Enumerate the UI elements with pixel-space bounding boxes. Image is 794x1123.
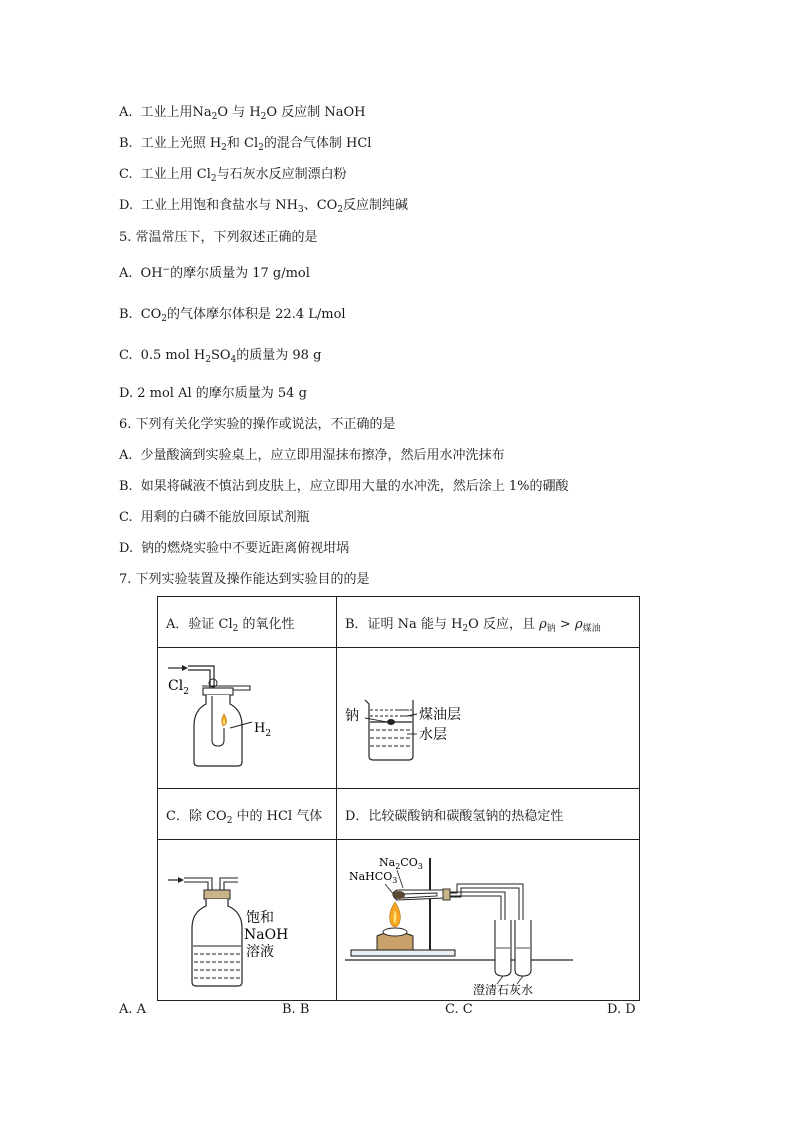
q6-option-d: D. 钠的燃烧实验中不要近距离俯视坩埚 [119,541,350,556]
gas-bottle [194,695,242,766]
q4-option-b: B. 工业上光照 $H_2$和 $Cl_2$的混合气体制 HCl [119,136,372,153]
chlorine-hydrogen-bottle-diagram [158,648,336,784]
q6-option-b: B. 如果将碱液不慎沾到皮肤上，应立即用大量的水冲洗，然后涂上 1%的硼酸 [119,479,569,494]
thermal-stability-apparatus-diagram [337,840,639,996]
caption-b: B．证明 Na 能与 $H_2O$ 反应，且 $\rho_钠 > \rho_{煤油}$ [337,597,640,648]
water-label: 水层 [419,727,447,743]
q5-option-d: D. 2 mol Al 的摩尔质量为 54 g [119,386,307,401]
stand-base [351,950,455,956]
q5-stem: 5. 常温常压下，下列叙述正确的是 [119,230,318,245]
q5-option-c: C. 0.5 mol $H_2SO_4$的质量为 98 g [119,348,322,365]
cl2-label: $Cl_2$ [168,678,189,697]
solution-label: 溶液 [246,944,274,960]
q6-option-c: C. 用剩的白磷不能放回原试剂瓶 [119,510,310,525]
sodium-piece [387,719,395,725]
q6-option-a: A. 少量酸滴到实验桌上，应立即用湿抹布擦净，然后用水冲洗抹布 [119,448,505,463]
limewater-label: 澄清石灰水 [473,983,534,996]
figure-c-cell [158,840,337,1001]
answer-d: D. D [607,1002,636,1017]
q4-option-a: A. 工业上用$Na_2O$ 与 $H_2O$ 反应制 NaOH [119,105,366,122]
sodium-label: 钠 [345,708,359,724]
nahco3-label: NaHCO$_3$ [349,870,398,885]
kerosene-label: 煤油层 [419,707,461,723]
sodium-beaker-diagram [337,648,639,784]
answer-b: B. B [282,1002,310,1017]
caption-a: A．验证 $Cl_2$ 的氧化性 [158,597,337,648]
saturated-label: 饱和 [246,910,274,926]
caption-c: C．除 $CO_2$ 中的 HCl 气体 [158,789,337,840]
q5-option-a: A. OH−的摩尔质量为 17 g/mol [119,265,310,281]
q5-option-b: B. $CO_2$的气体摩尔体积是 22.4 L/mol [119,307,346,324]
answer-c: C. C [445,1002,473,1017]
q7-stem: 7. 下列实验装置及操作能达到实验目的的是 [119,572,370,587]
h2-label: $H_2$ [254,721,272,739]
stopper [204,890,230,899]
na2co3-label: $Na_2CO_3$ [379,856,423,871]
caption-d: D．比较碳酸钠和碳酸氢钠的热稳定性 [337,789,640,840]
answer-a: A. A [119,1002,147,1017]
figure-b-cell [337,648,640,789]
sample-solid [393,891,405,899]
wash-bottle [192,899,242,986]
figure-d-cell [337,840,640,1001]
naoh-wash-bottle-diagram [158,840,336,996]
figure-a-cell [158,648,337,789]
q4-option-d: D. 工业上用饱和食盐水与 $NH_3$、$CO_2$反应制纯碱 [119,198,409,215]
naoh-label: NaOH [244,927,289,943]
q4-option-c: C. 工业上用 $Cl_2$与石灰水反应制漂白粉 [119,167,347,184]
q6-stem: 6. 下列有关化学实验的操作或说法，不正确的是 [119,417,396,432]
apparatus-table [157,596,640,1001]
stopper [203,688,233,695]
